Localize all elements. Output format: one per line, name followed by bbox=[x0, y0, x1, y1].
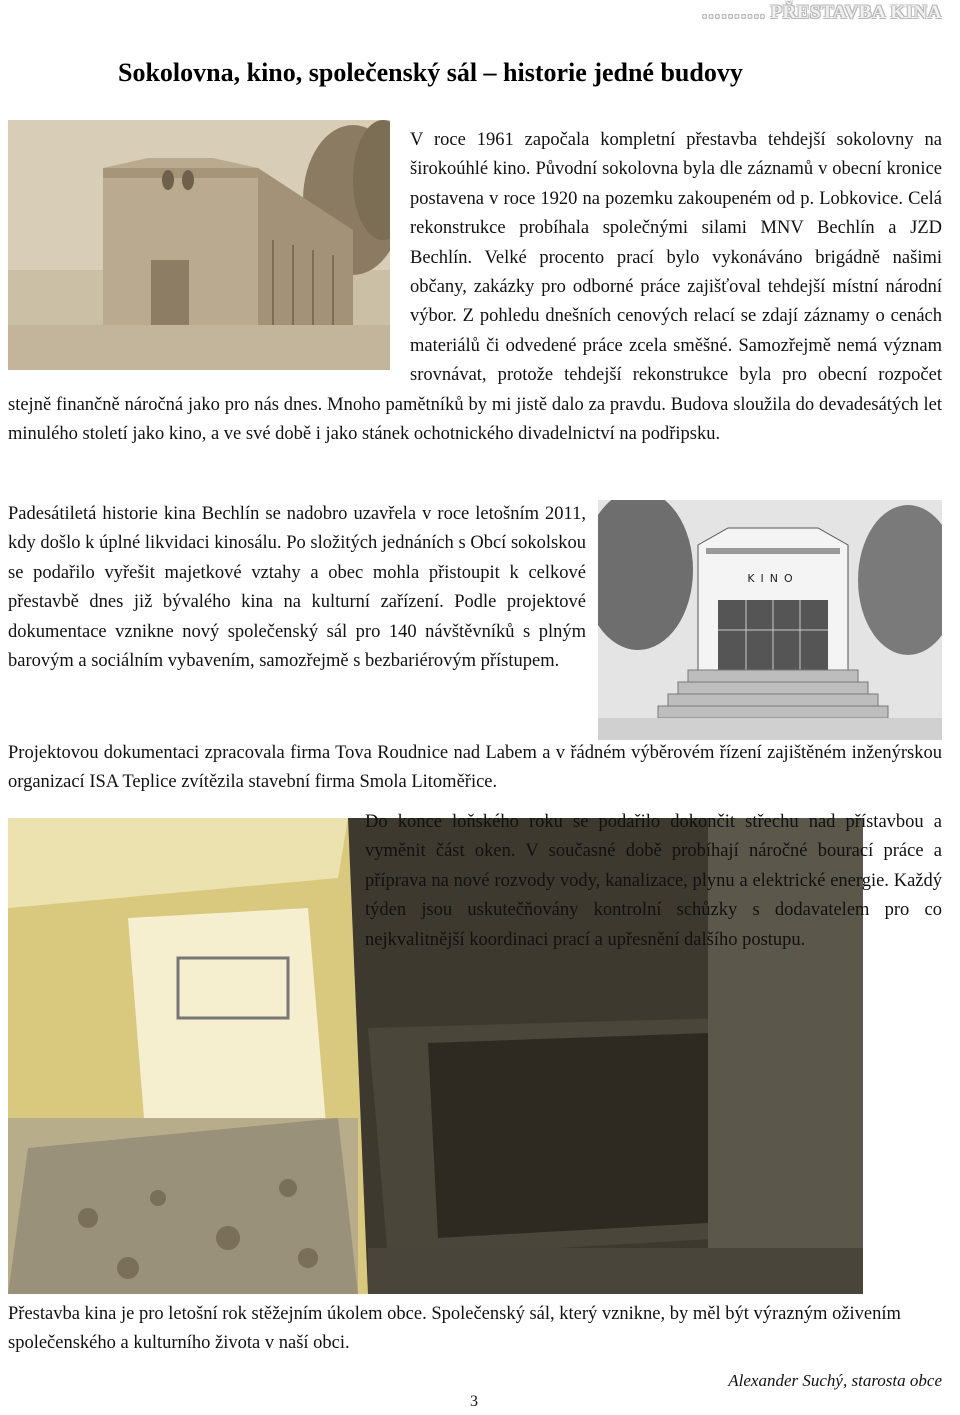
article-title: Sokolovna, kino, společenský sál – historie jedné budovy bbox=[118, 58, 743, 87]
section-header-label: ………. PŘESTAVBA KINA bbox=[701, 2, 942, 23]
paragraph-conclusion: Přestavba kina je pro letošní rok stěžejním úkolem obce. Společenský sál, který vznikne, by měl být výrazným oživením společenského a kulturního života v naší obci. bbox=[8, 1304, 901, 1354]
paragraph-closure: Padesátiletá historie kina Bechlín se nadobro uzavřela v roce letošním 2011, kdy došlo k úplné likvidaci kinosálu. Po složitých jednáních s Obcí sokolskou se podařilo vyřešit majetkové vztahy a obec mohla přistoupit k celkové přestavbě dnes již bývalého kina na kulturní zařízení. Podle projektové dokumentace vznikne nový společenský sál pro 140 návštěvníků s plným barovým a sociálním vybavením, samozřejmě s bezbariérovým přístupem. bbox=[8, 504, 586, 672]
author-signature: Alexander Suchý, starosta obce bbox=[728, 1371, 942, 1390]
paragraph-contractors: Projektovou dokumentaci zpracovala firma Tova Roudnice nad Labem a v řádném výběrovém řízení zajištěném inženýrskou organizací ISA Teplice zvítězila stavební firma Smola Litoměřice. bbox=[8, 743, 942, 793]
page-number: 3 bbox=[470, 1393, 478, 1410]
paragraph-current-works: Do konce loňského roku se podařilo dokončit střechu nad přístavbou a vyměnit část oken. V současné době probíhají náročné bourací práce a příprava na nové rozvody vody, kanalizace, plynu a elektrické energie. Každý týden jsou uskutečňovány kontrolní schůzky s dodavatelem pro co nejkvalitnější koordinaci prací a upřesnění dalšího postupu. bbox=[365, 812, 942, 950]
photo-kino-building bbox=[598, 500, 942, 740]
paragraph-history-text: V roce 1961 započala kompletní přestavba tehdejší sokolovny na širokoúhlé kino. Původní sokolovna byla dle záznamů v obecní kronice postavena v roce 1920 na pozemku zakoupeném od p. Lobkovice. Celá rekonstrukce probíhala společnými silami MNV Bechlín a JZD Bechlín. Velké procento prací bylo vykonáváno brigádně našimi občany, zakázky pro odborné práce zajišťoval tehdejší místní národní výbor. Z pohledu dnešních cenových relací se zdají záznamy o cenách materiálů či odvedené práce zcela směšné. Samozřejmě nemá význam srovnávat, protože tehdejší rekonstrukce byla pro obecní rozpočet stejně finančně náročná jako pro nás dnes. Mnoho pamětníků by mi jistě dalo za pravdu. Budova sloužila do devadesátých let minulého století jako kino, a ve své době i jako stánek ochotnického divadelnictví na podřipsku. bbox=[8, 130, 942, 445]
paragraph-history bbox=[8, 126, 942, 449]
kino-sign-text: KINO bbox=[747, 572, 799, 585]
